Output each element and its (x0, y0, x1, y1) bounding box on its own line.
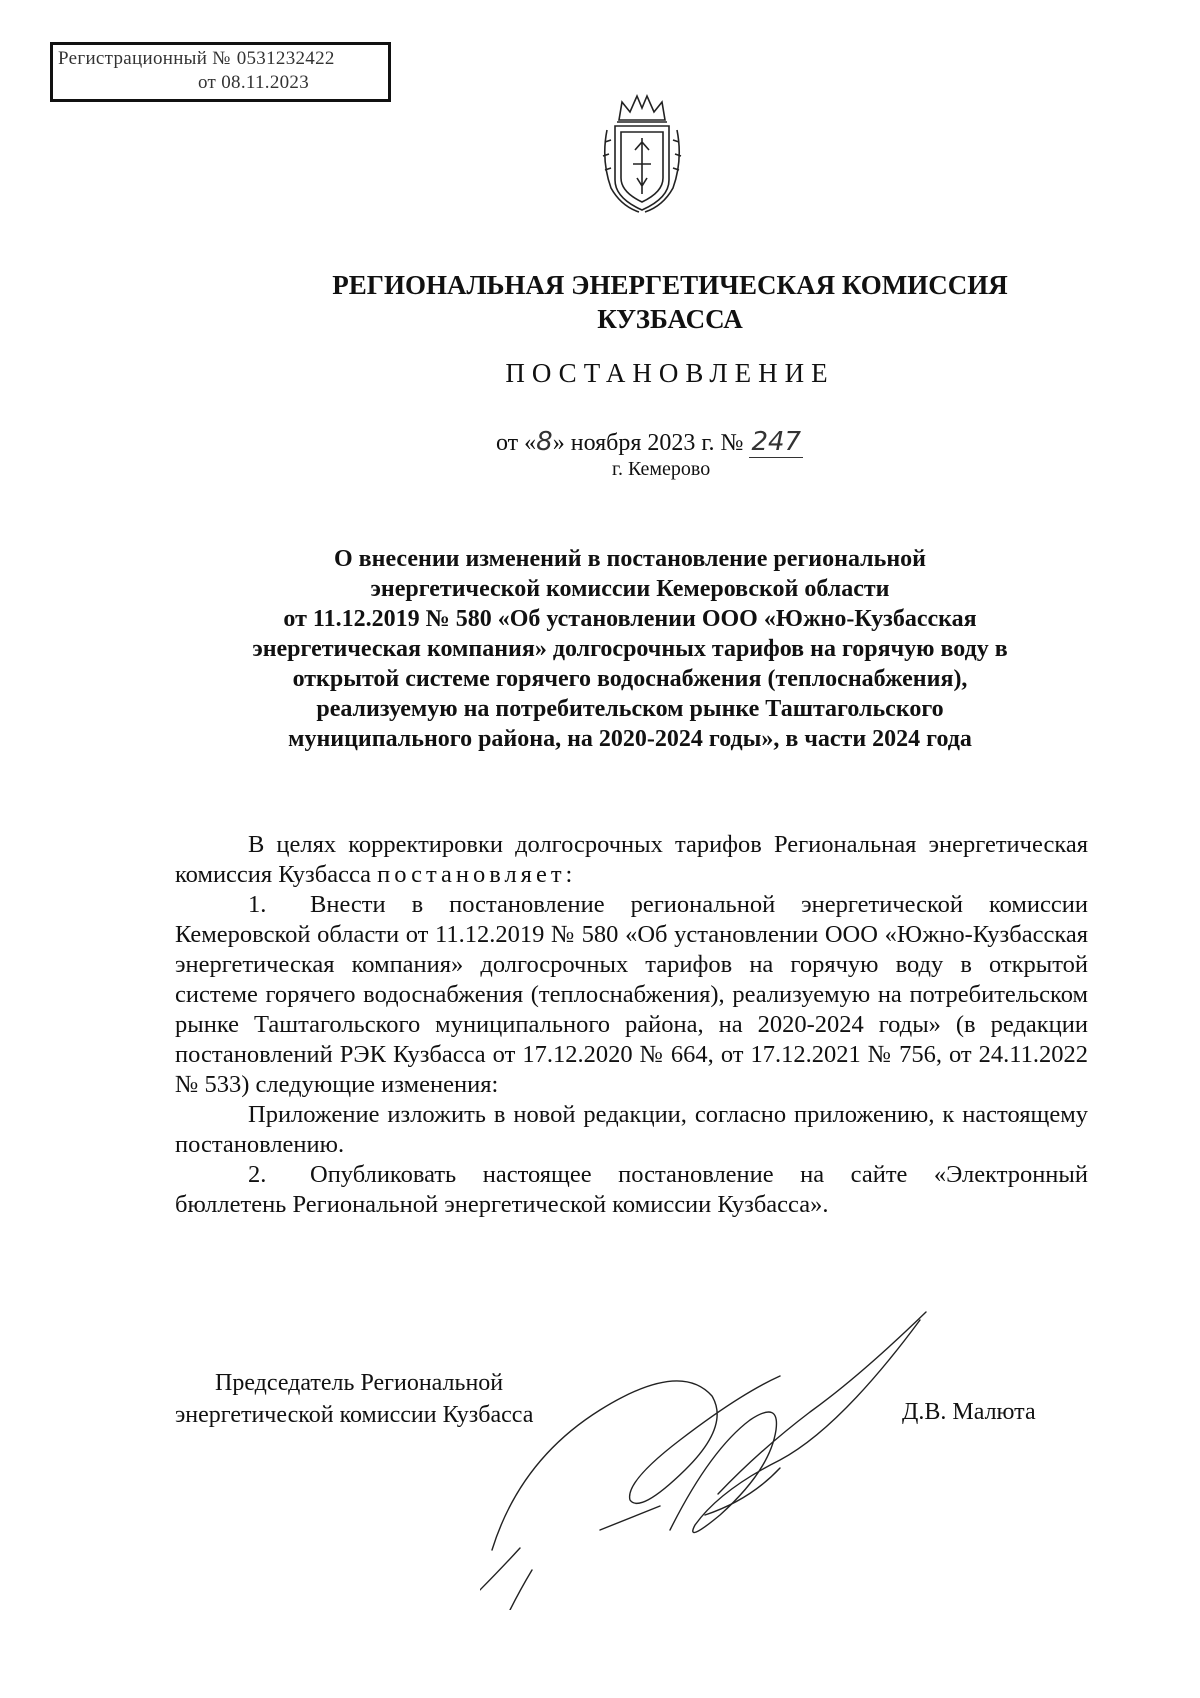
item-2-paragraph (175, 1160, 1088, 1220)
organization-title-line2: КУЗБАССА (597, 304, 743, 334)
date-month-year: » ноября 2023 г. № (552, 430, 744, 456)
item-1-text: Внести в постановление региональной энергетической комиссии Кемеровской области от 11.12.2019 № 580 «Об установлении ООО «Южно-Кузбасская энергетическая компания» долгосрочных тарифов на горячую воду в открытой системе горячего водоснабжения (теплоснабжения), реализуемую на потребительском рынке Таштагольского муниципального района, на 2020-2024 годы» (в редакции постановлений РЭК Кузбасса от 17.12.2020 № 664, от 17.12.2021 № 756, от 24.11.2022 № 533) следующие изменения: (175, 891, 1088, 1098)
document-subject (150, 544, 1110, 754)
intro-paragraph (175, 830, 1088, 890)
registration-number-line (58, 47, 388, 71)
handwritten-document-number: 247 (751, 427, 802, 457)
item-2-number: 2. (248, 1161, 267, 1188)
subject-line: О внесении изменений в постановление региональной (334, 546, 926, 572)
signatory-position-line1: Председатель Региональной (215, 1370, 504, 1396)
handwritten-signature (480, 1300, 960, 1610)
document-date (496, 427, 803, 457)
subject-line: от 11.12.2019 № 580 «Об установлении ООО «Южно-Кузбасская (283, 606, 977, 632)
organization-title-line1: РЕГИОНАЛЬНАЯ ЭНЕРГЕТИЧЕСКАЯ КОМИССИЯ (332, 270, 1008, 300)
document-city: г. Кемерово (612, 458, 711, 480)
coat-of-arms-icon (597, 90, 687, 215)
subject-line: реализуемую на потребительском рынке Таштагольского (316, 696, 944, 722)
registration-label: Регистрационный № (58, 48, 231, 69)
item-1-paragraph (175, 890, 1088, 1100)
subject-line: муниципального района, на 2020-2024 годы», в части 2024 года (288, 726, 972, 752)
subject-line: энергетическая компания» долгосрочных тарифов на горячую воду в (252, 636, 1008, 662)
registration-number: 0531232422 (236, 48, 335, 69)
intro-verb: постановляет: (377, 861, 577, 888)
intro-text: В целях корректировки долгосрочных тарифов Региональная энергетическая комиссия Кузбасса (175, 831, 1088, 888)
item-1-number: 1. (248, 891, 267, 918)
registration-date: 08.11.2023 (221, 72, 310, 93)
document-type: ПОСТАНОВЛЕНИЕ (505, 358, 835, 388)
item-2-text: Опубликовать настоящее постановление на сайте «Электронный бюллетень Региональной энергетической комиссии Кузбасса». (175, 1161, 1088, 1218)
subject-line: энергетической комиссии Кемеровской области (370, 576, 890, 602)
document-body (175, 830, 1088, 1220)
subject-line: открытой системе горячего водоснабжения (теплоснабжения), (292, 666, 968, 692)
organization-title (170, 268, 1170, 336)
date-prefix: от « (496, 430, 537, 456)
registration-stamp (50, 42, 391, 102)
handwritten-day: 8 (536, 427, 553, 457)
registration-date-line (58, 71, 388, 95)
signatory-name: Д.В. Малюта (902, 1399, 1036, 1425)
item-1-sub-paragraph: Приложение изложить в новой редакции, согласно приложению, к настоящему постановлению. (175, 1101, 1088, 1158)
registration-date-prefix: от (198, 72, 217, 93)
signatory-position-line2: энергетической комиссии Кузбасса (175, 1402, 534, 1428)
